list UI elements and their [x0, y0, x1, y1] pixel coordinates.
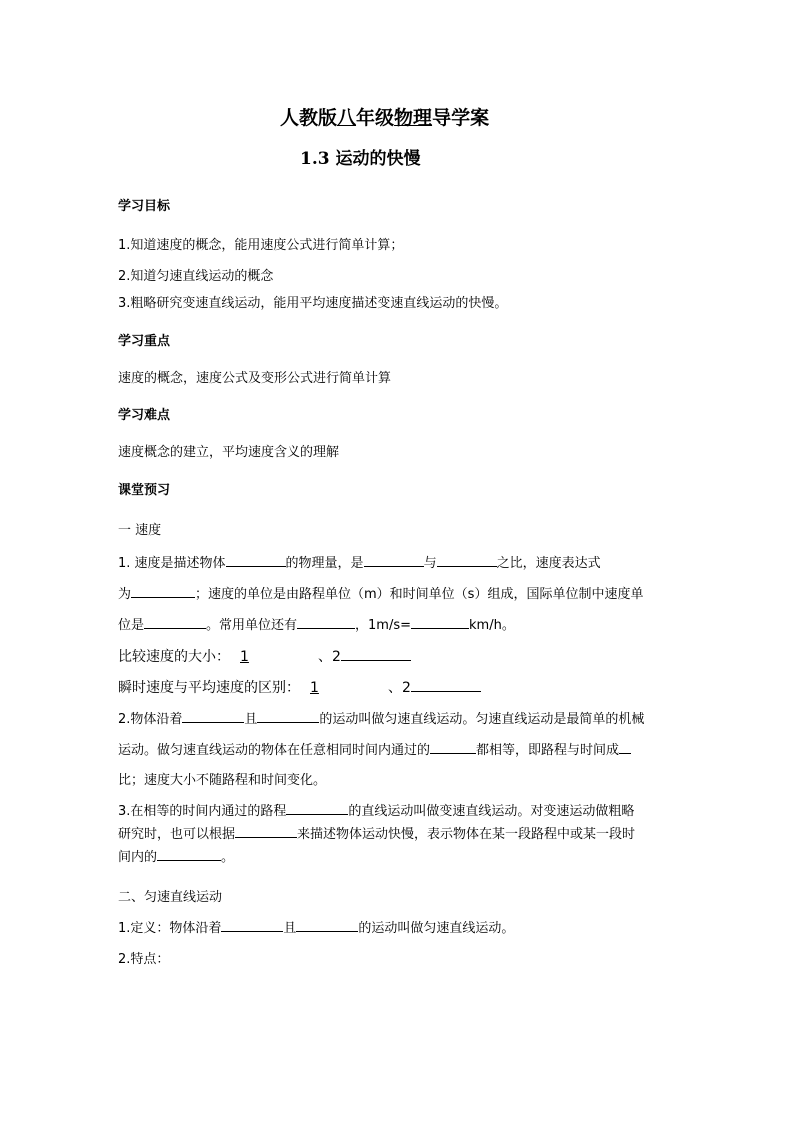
section-heading-preview: 课堂预习: [118, 483, 171, 498]
part2-definition: [118, 919, 514, 938]
title-subject: 物理: [394, 107, 433, 129]
text: km/h。: [469, 618, 515, 633]
text: 1.定义：物体沿着: [118, 921, 222, 936]
fill-blank[interactable]: [296, 919, 358, 932]
text: 为: [118, 587, 132, 602]
part2-features: 2.特点：: [118, 952, 170, 967]
fill-blank[interactable]: 1: [310, 680, 319, 696]
goal-3: 3.粗略研究变速直线运动，能用平均速度描述变速直线运动的快慢。: [118, 296, 508, 311]
section-heading-difficult: 学习难点: [118, 408, 171, 423]
fill-blank[interactable]: [157, 848, 221, 861]
speed-difference-line: [118, 679, 481, 697]
text: 且: [244, 712, 258, 727]
fill-blank[interactable]: [341, 648, 411, 661]
fill-blank[interactable]: [619, 741, 631, 754]
fill-blank[interactable]: [430, 741, 476, 754]
text: ，1m/s=: [355, 618, 412, 633]
text: 1. 速度是描述物体: [118, 556, 226, 571]
text: 的直线运动叫做变速直线运动。对变速运动做粗略: [348, 804, 635, 819]
fill-blank[interactable]: [221, 919, 283, 932]
fill-blank[interactable]: [226, 554, 286, 567]
fill-blank[interactable]: [411, 616, 469, 629]
fill-blank[interactable]: [411, 679, 481, 692]
text: 瞬时速度与平均速度的区别：: [118, 680, 300, 696]
q1-line-3: [118, 616, 515, 635]
text: 、2: [388, 680, 411, 696]
text: 。: [221, 850, 235, 865]
fill-blank[interactable]: [131, 585, 195, 598]
text: ；速度的单位是由路程单位（m）和时间单位（s）组成，国际单位制中速度单: [195, 587, 644, 602]
title-grade: 八: [337, 107, 357, 129]
compare-speed-line: [118, 648, 411, 666]
title-part: 年级: [356, 107, 395, 129]
text: 运动。做匀速直线运动的物体在任意相同时间内通过的: [118, 743, 431, 758]
fill-blank[interactable]: [437, 554, 497, 567]
text: 2.物体沿着: [118, 712, 183, 727]
text: 。常用单位还有: [206, 618, 298, 633]
title-part: 人教版: [280, 107, 338, 129]
q3-line-3: [118, 848, 234, 867]
q1-line-1: [118, 554, 601, 573]
text: 间内的: [118, 850, 158, 865]
title-part: 导学案: [432, 107, 490, 129]
text: 与: [423, 556, 437, 571]
fill-blank[interactable]: [364, 554, 424, 567]
text: 且: [283, 921, 297, 936]
text: 、2: [318, 649, 341, 665]
q3-line-2: [118, 825, 635, 844]
fill-blank[interactable]: [182, 710, 244, 723]
text: 的物理量，是: [285, 556, 364, 571]
fill-blank[interactable]: [144, 616, 206, 629]
fill-blank[interactable]: [297, 616, 355, 629]
text: 的运动叫做匀速直线运动。: [358, 921, 515, 936]
part1-heading: 一 速度: [118, 523, 162, 538]
goal-2: 2.知道匀速直线运动的概念: [118, 269, 274, 284]
page-title: [280, 106, 489, 130]
fill-blank[interactable]: 1: [240, 649, 249, 665]
q3-line-1: [118, 802, 634, 821]
fill-blank[interactable]: [235, 825, 297, 838]
text: 的运动叫做匀速直线运动。匀速直线运动是最简单的机械: [319, 712, 645, 727]
difficult-text: 速度概念的建立，平均速度含义的理解: [118, 445, 340, 460]
q1-line-2: [118, 585, 643, 604]
q2-line-1: [118, 710, 644, 729]
text: 研究时，也可以根据: [118, 827, 236, 842]
text: 位是: [118, 618, 145, 633]
lesson-title: 1.3 运动的快慢: [300, 149, 421, 169]
key-text: 速度的概念，速度公式及变形公式进行简单计算: [118, 371, 392, 386]
text: 之比，速度表达式: [496, 556, 601, 571]
text: 来描述物体运动快慢，表示物体在某一段路程中或某一段时: [297, 827, 636, 842]
section-heading-goals: 学习目标: [118, 199, 171, 214]
part2-heading: 二、匀速直线运动: [118, 890, 223, 905]
text: 都相等，即路程与时间成: [476, 743, 620, 758]
text: 3.在相等的时间内通过的路程: [118, 804, 287, 819]
goal-1: 1.知道速度的概念，能用速度公式进行简单计算；: [118, 238, 404, 253]
text: 比较速度的大小：: [118, 649, 230, 665]
fill-blank[interactable]: [257, 710, 319, 723]
fill-blank[interactable]: [286, 802, 348, 815]
q2-line-3: 比；速度大小不随路程和时间变化。: [118, 773, 327, 788]
q2-line-2: [118, 741, 631, 760]
section-heading-key: 学习重点: [118, 334, 171, 349]
